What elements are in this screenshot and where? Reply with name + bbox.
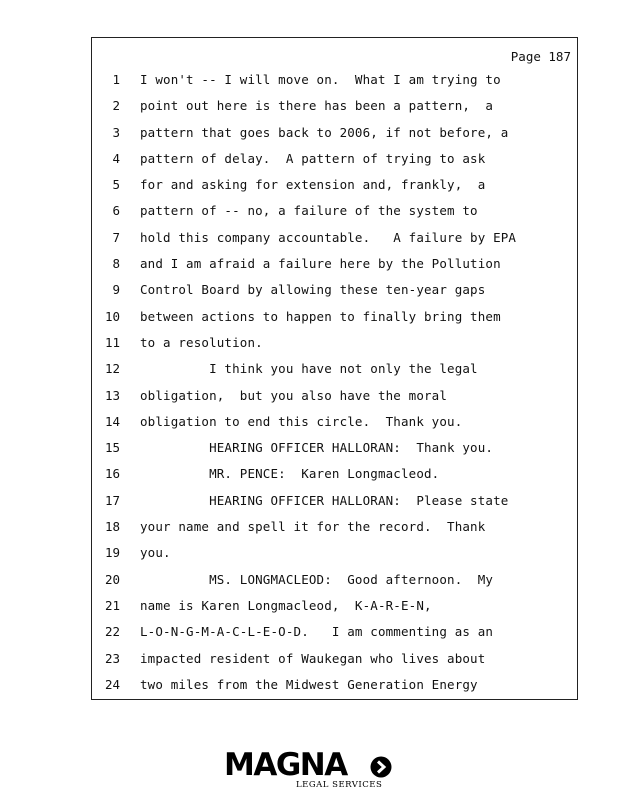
line-text: for and asking for extension and, frankly, a <box>140 177 486 193</box>
transcript-line <box>92 204 577 230</box>
line-text: HEARING OFFICER HALLORAN: Thank you. <box>140 440 494 456</box>
transcript-line <box>92 467 577 493</box>
line-number: 16 <box>104 466 120 482</box>
line-number: 3 <box>112 124 120 140</box>
line-text: your name and spell it for the record. Thank <box>140 519 486 535</box>
transcript-line <box>92 520 577 546</box>
line-text: impacted resident of Waukegan who lives about <box>140 650 486 666</box>
line-number: 23 <box>104 650 120 666</box>
line-text: I think you have not only the legal <box>140 361 478 377</box>
line-text: Control Board by allowing these ten-year gaps <box>140 282 486 298</box>
logo-subtitle: LEGAL SERVICES <box>296 780 383 790</box>
transcript-line <box>92 362 577 388</box>
line-text: you. <box>140 545 171 561</box>
line-number: 15 <box>104 440 120 456</box>
line-number: 8 <box>112 256 120 272</box>
transcript-page <box>91 37 578 700</box>
line-text: L-O-N-G-M-A-C-L-E-O-D. I am commenting as an <box>140 624 494 640</box>
transcript-line <box>92 573 577 599</box>
line-number: 7 <box>112 229 120 245</box>
line-number: 6 <box>112 203 120 219</box>
line-number: 4 <box>112 150 120 166</box>
transcript-lines <box>92 73 577 704</box>
line-number: 10 <box>104 308 120 324</box>
line-number: 5 <box>112 177 120 193</box>
transcript-line <box>92 231 577 257</box>
line-text: point out here is there has been a pattern, a <box>140 98 494 114</box>
circle-arrow-icon <box>370 756 392 778</box>
line-text: MR. PENCE: Karen Longmacleod. <box>140 466 440 482</box>
transcript-line <box>92 441 577 467</box>
logo-wordmark: MAGNA <box>224 747 347 783</box>
transcript-line <box>92 389 577 415</box>
transcript-line <box>92 625 577 651</box>
line-text: obligation, but you also have the moral <box>140 387 448 403</box>
line-text: between actions to happen to finally bring them <box>140 308 501 324</box>
line-number: 9 <box>112 282 120 298</box>
line-number: 2 <box>112 98 120 114</box>
line-text: hold this company accountable. A failure by EPA <box>140 229 517 245</box>
transcript-line <box>92 126 577 152</box>
line-number: 17 <box>104 492 120 508</box>
line-number: 18 <box>104 519 120 535</box>
transcript-line <box>92 415 577 441</box>
transcript-line <box>92 178 577 204</box>
transcript-line <box>92 283 577 309</box>
page-number: Page 187 <box>510 49 571 64</box>
transcript-line <box>92 678 577 704</box>
line-number: 22 <box>104 624 120 640</box>
line-text: pattern of delay. A pattern of trying to ask <box>140 150 486 166</box>
transcript-line <box>92 310 577 336</box>
line-number: 24 <box>104 676 120 692</box>
line-number: 12 <box>104 361 120 377</box>
line-text: HEARING OFFICER HALLORAN: Please state <box>140 492 509 508</box>
transcript-line <box>92 73 577 99</box>
line-text: MS. LONGMACLEOD: Good afternoon. My <box>140 571 494 587</box>
magna-logo <box>224 748 396 792</box>
line-text: to a resolution. <box>140 334 263 350</box>
transcript-line <box>92 652 577 678</box>
line-number: 21 <box>104 597 120 613</box>
line-number: 1 <box>112 72 120 87</box>
transcript-line <box>92 599 577 625</box>
line-text: two miles from the Midwest Generation Energy <box>140 676 478 692</box>
line-number: 13 <box>104 387 120 403</box>
line-text: name is Karen Longmacleod, K-A-R-E-N, <box>140 597 432 613</box>
line-text: obligation to end this circle. Thank you. <box>140 413 463 429</box>
line-text: pattern of -- no, a failure of the system to <box>140 203 478 219</box>
transcript-line <box>92 152 577 178</box>
transcript-line <box>92 546 577 572</box>
line-text: and I am afraid a failure here by the Pollution <box>140 256 501 272</box>
line-number: 14 <box>104 413 120 429</box>
line-text: I won't -- I will move on. What I am trying to <box>140 72 501 87</box>
transcript-line <box>92 99 577 125</box>
transcript-line <box>92 336 577 362</box>
line-number: 11 <box>104 334 120 350</box>
line-number: 20 <box>104 571 120 587</box>
line-number: 19 <box>104 545 120 561</box>
transcript-line <box>92 494 577 520</box>
transcript-line <box>92 257 577 283</box>
line-text: pattern that goes back to 2006, if not before, a <box>140 124 509 140</box>
